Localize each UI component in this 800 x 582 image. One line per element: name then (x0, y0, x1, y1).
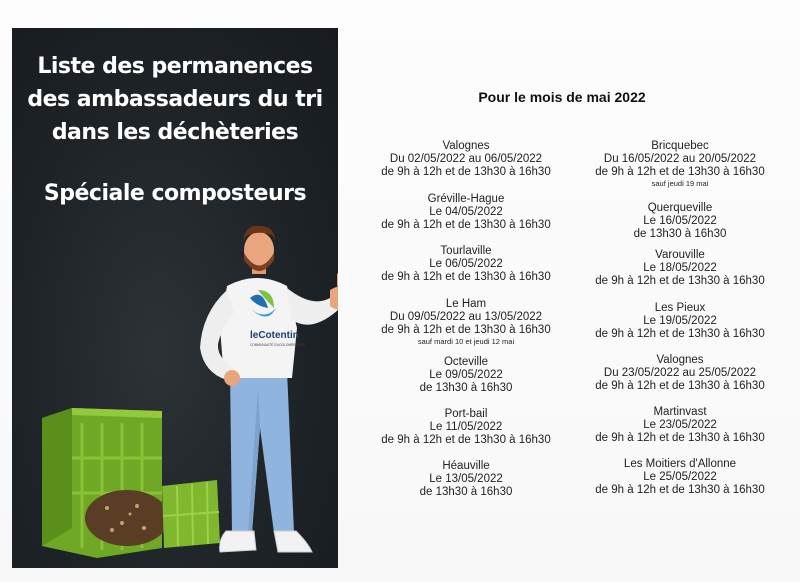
person-illustration (200, 226, 338, 552)
schedule-hours: de 9h à 12h et de 13h30 à 16h30 (381, 271, 551, 283)
schedule-note: sauf mardi 10 et jeudi 12 mai (417, 337, 515, 346)
schedule-entry (366, 460, 566, 499)
schedule-entry (366, 408, 566, 447)
schedule-hours: de 9h à 12h et de 13h30 à 16h30 (595, 166, 765, 178)
schedule-entry (580, 202, 780, 241)
schedule-place: Bricquebec (651, 140, 709, 152)
schedule-date: Le 11/05/2022 (429, 421, 503, 433)
schedule-place: Gréville-Hague (427, 193, 505, 205)
schedule-entry (580, 354, 780, 393)
schedule-place: Les Pieux (654, 302, 706, 314)
schedule-entry (580, 302, 780, 341)
poster-title-line: Liste des permanences (37, 54, 313, 79)
poster-title-line: dans les déchèteries (51, 120, 299, 145)
schedule-date: Le 04/05/2022 (429, 206, 503, 218)
schedule-hours: de 9h à 12h et de 13h30 à 16h30 (595, 380, 765, 392)
schedule-hours: de 9h à 12h et de 13h30 à 16h30 (381, 324, 551, 336)
schedule-hours: de 13h30 à 16h30 (419, 382, 513, 394)
schedule-date: Le 19/05/2022 (643, 315, 717, 327)
schedule-entry (366, 193, 566, 232)
schedule-hours: de 9h à 12h et de 13h30 à 16h30 (381, 434, 551, 446)
schedule-hours: de 13h30 à 16h30 (419, 486, 513, 498)
schedule-place: Querqueville (647, 202, 713, 214)
compost-bin-icon (42, 408, 220, 558)
schedule-hours: de 13h30 à 16h30 (633, 228, 727, 240)
shirt-logo-subtext: COMMUNAUTÉ D'AGGLOMÉRATION (250, 343, 305, 347)
schedule-date: Le 09/05/2022 (429, 369, 503, 381)
schedule-entry (366, 356, 566, 395)
schedule-place: Le Ham (445, 298, 487, 310)
schedule-date: Le 13/05/2022 (429, 473, 503, 485)
shirt-logo-text: leCotentin (250, 330, 299, 341)
month-heading: Pour le mois de mai 2022 (478, 89, 646, 105)
schedule-hours: de 9h à 12h et de 13h30 à 16h30 (381, 219, 551, 231)
schedule-hours: de 9h à 12h et de 13h30 à 16h30 (381, 166, 551, 178)
poster-panel (12, 28, 338, 568)
schedule-date: Du 16/05/2022 au 20/05/2022 (603, 153, 757, 165)
schedule-place: Varouville (655, 249, 705, 261)
ambassador-illustration (12, 28, 338, 568)
schedule-date: Le 23/05/2022 (643, 419, 717, 431)
schedule-hours: de 9h à 12h et de 13h30 à 16h30 (595, 328, 765, 340)
schedule-entry (366, 298, 566, 347)
schedule-entry (366, 245, 566, 284)
schedule-entry (366, 140, 566, 179)
schedule-place: Octeville (443, 356, 489, 368)
schedule-place: Port-bail (444, 408, 488, 420)
schedule-place: Valognes (442, 140, 490, 152)
poster-subtitle: Spéciale composteurs (43, 181, 307, 206)
schedule-entry (580, 458, 780, 497)
schedule-date: Du 23/05/2022 au 25/05/2022 (603, 367, 757, 379)
schedule-hours: de 9h à 12h et de 13h30 à 16h30 (595, 275, 765, 287)
schedule-place: Héauville (442, 460, 490, 472)
schedule-entry (580, 406, 780, 445)
schedule-hours: de 9h à 12h et de 13h30 à 16h30 (595, 432, 765, 444)
schedule-date: Le 18/05/2022 (643, 262, 717, 274)
schedule-place: Les Moitiers d'Allonne (623, 458, 737, 470)
schedule-date: Le 06/05/2022 (429, 258, 503, 270)
schedule-date: Du 09/05/2022 au 13/05/2022 (389, 311, 543, 323)
schedule-place: Tourlaville (440, 245, 492, 257)
schedule-note: sauf jeudi 19 mai (651, 179, 709, 188)
schedule-entry (580, 249, 780, 288)
schedule-date: Le 16/05/2022 (643, 215, 717, 227)
schedule-date: Le 25/05/2022 (643, 471, 717, 483)
schedule-date: Du 02/05/2022 au 06/05/2022 (389, 153, 543, 165)
schedule-hours: de 9h à 12h et de 13h30 à 16h30 (595, 484, 765, 496)
schedule-place: Martinvast (653, 406, 707, 418)
schedule-place: Valognes (656, 354, 704, 366)
schedule-entry (580, 140, 780, 189)
poster-title-line: des ambassadeurs du tri (27, 87, 323, 112)
